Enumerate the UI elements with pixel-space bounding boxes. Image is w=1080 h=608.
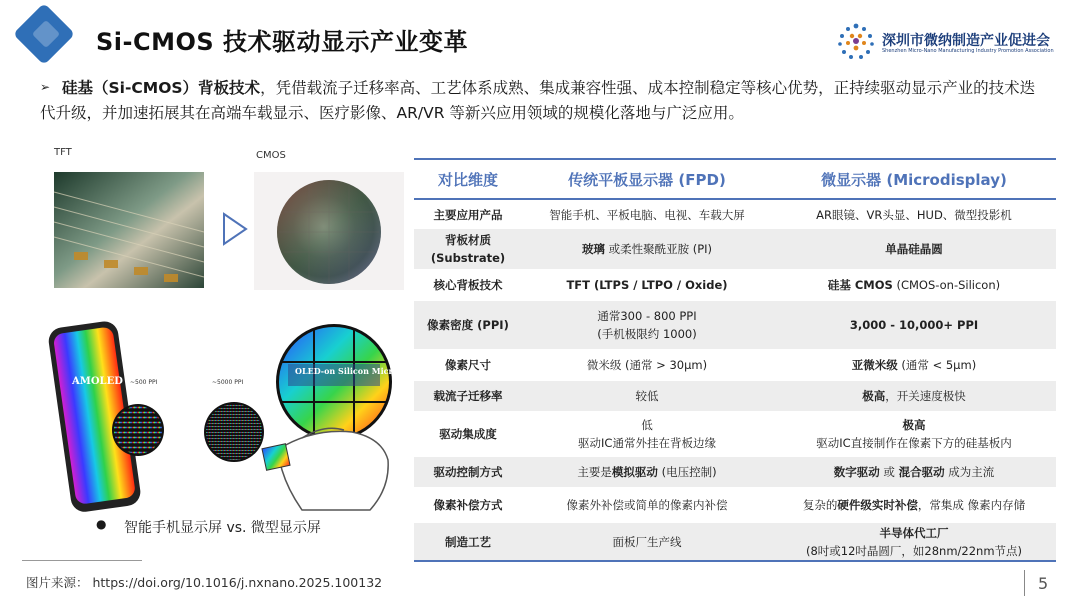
header-dimension: 对比维度 xyxy=(414,159,522,199)
tft-label: TFT xyxy=(54,147,72,158)
row-dimension: 背板材质 (Substrate) xyxy=(414,229,522,269)
page-number-separator xyxy=(1024,570,1025,596)
row-micro: 半导体代工厂 (8吋或12吋晶圆厂，如28nm/22nm节点) xyxy=(772,523,1056,561)
intro-bold: 硅基（Si-CMOS）背板技术 xyxy=(62,79,261,97)
smartphone-vs-microdisplay-illustration xyxy=(52,320,430,516)
row-fpd: 像素外补偿或简单的像素内补偿 xyxy=(566,498,728,512)
cmos-label: CMOS xyxy=(256,150,286,161)
row-fpd: 智能手机、平板电脑、电视、车载大屏 xyxy=(549,207,745,222)
bullet-dot-icon: ● xyxy=(96,517,107,531)
row-micro: 极高，开关速度极快 xyxy=(772,381,1056,411)
row-fpd: 通常300 - 800 PPI (手机极限约 1000) xyxy=(522,301,772,349)
row-micro: AR眼镜、VR头显、HUD、微型投影机 xyxy=(816,207,1012,222)
row-micro: 极高 驱动IC直接制作在像素下方的硅基板内 xyxy=(816,418,1012,450)
row-micro: 亚微米级 (通常 < 5μm) xyxy=(851,358,977,372)
image-source: 图片来源： https://doi.org/10.1016/j.nxnano.2025.100132 xyxy=(26,575,383,590)
table-row xyxy=(414,301,1056,349)
ppi-500-label: ~500 PPI xyxy=(130,379,158,386)
row-micro: 数字驱动 或 混合驱动 成为主流 xyxy=(772,457,1056,487)
row-dimension: 像素补偿方式 xyxy=(433,498,503,512)
oled-microdisplay-label: OLED-on Silicon Microdisplay xyxy=(295,366,430,376)
table-row xyxy=(414,523,1056,561)
row-dimension: 像素密度 (PPI) xyxy=(414,301,522,349)
table-row xyxy=(414,411,1056,457)
comparison-table xyxy=(414,158,1056,562)
table-row xyxy=(414,381,1056,411)
tft-panel-image xyxy=(54,172,204,288)
row-fpd: 玻璃 或柔性聚酰亚胺 (PI) xyxy=(522,229,772,269)
row-micro: 硅基 CMOS (CMOS-on-Silicon) xyxy=(827,278,1001,292)
table-row xyxy=(414,229,1056,269)
row-dimension: 驱动集成度 xyxy=(439,427,497,441)
table-row xyxy=(414,199,1056,229)
row-fpd: 低 驱动IC通常外挂在背板边缘 xyxy=(578,418,716,450)
ppi-5000-label: ~5000 PPI xyxy=(212,379,244,386)
table-row xyxy=(414,487,1056,523)
row-fpd: 微米级 (通常 > 30μm) xyxy=(586,358,708,372)
row-dimension: 制造工艺 xyxy=(414,523,522,561)
cmos-wafer-image xyxy=(254,172,404,290)
row-fpd: 主要是模拟驱动 (电压控制) xyxy=(522,457,772,487)
page-title: Si-CMOS 技术驱动显示产业变革 xyxy=(96,28,469,56)
org-subtitle: Shenzhen Micro-Nano Manufacturing Industry Promotion Association xyxy=(882,48,1054,54)
header-fpd: 传统平板显示器 (FPD) xyxy=(522,159,772,199)
row-dimension: 核心背板技术 xyxy=(433,278,503,292)
org-logo-icon xyxy=(836,22,876,62)
row-micro: 单晶硅晶圆 xyxy=(772,229,1056,269)
footer-divider xyxy=(22,560,142,561)
bullet-arrow-icon: ➢ xyxy=(40,80,51,94)
row-fpd: TFT (LTPS / LTPO / Oxide) xyxy=(566,278,728,292)
intro-text: ，凭借载流子迁移率高、工艺体系成熟、集成兼容性强、成本控制稳定等核心优势，正持续驱动显示产业的技术迭代升级，并加速拓展其在高端车载显示、医疗影像、AR/VR 等新兴应用领域的规模化落地与广泛应用。 xyxy=(40,79,1036,122)
figure-caption: 智能手机显示屏 vs. 微型显示屏 xyxy=(124,520,321,536)
org-name: 深圳市微纳制造产业促进会 xyxy=(882,33,1050,49)
row-dimension: 载流子迁移率 xyxy=(414,381,522,411)
header-microdisplay: 微显示器 (Microdisplay) xyxy=(772,159,1056,199)
row-micro: 3,000 - 10,000+ PPI xyxy=(772,301,1056,349)
row-micro: 复杂的硬件级实时补偿，常集成 像素内存储 xyxy=(802,498,1026,512)
arrow-right-icon xyxy=(222,212,248,246)
table-row xyxy=(414,269,1056,301)
row-fpd: 较低 xyxy=(522,381,772,411)
amoled-label: AMOLED xyxy=(72,376,123,387)
row-dimension: 驱动控制方式 xyxy=(414,457,522,487)
table-row xyxy=(414,457,1056,487)
row-dimension: 像素尺寸 xyxy=(445,358,491,372)
row-fpd: 面板厂生产线 xyxy=(522,523,772,561)
intro-paragraph xyxy=(40,76,1050,126)
row-dimension: 主要应用产品 xyxy=(433,207,503,222)
page-number: 5 xyxy=(1038,574,1049,593)
table-header-row xyxy=(414,159,1056,199)
table-row xyxy=(414,349,1056,381)
